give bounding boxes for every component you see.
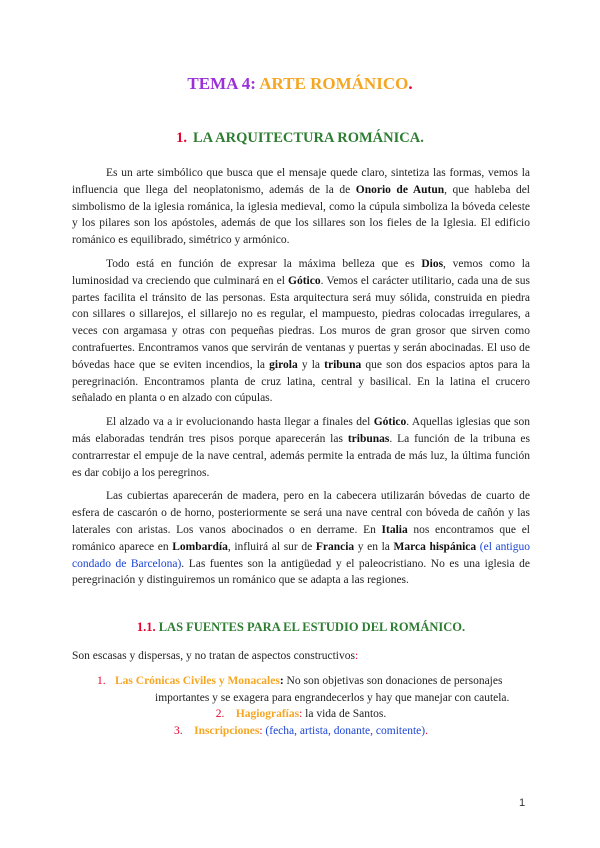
list-number: 2. <box>215 708 225 721</box>
list-number: 3. <box>174 725 183 738</box>
text-run: . Aquellas iglesias que son más elaboradas tendrán tres pisos porque aparecerán las <box>72 416 530 445</box>
text-run: Las cubiertas aparecerán de madera, pero en la cabecera utilizarán bóvedas de cuarto de esfera de cascarón o de horno, posteriormente se será una nave central con bóveda de cañón y las laterales con aristas. Los vanos abocinados o en derrame. En <box>72 490 530 536</box>
bold-term: Gótico <box>288 274 321 287</box>
bold-term: tribunas <box>347 432 390 445</box>
bold-term: Gótico <box>373 416 407 429</box>
list-text: la vida de Santos. <box>302 708 387 721</box>
list-text: No son objetivas son donaciones de personajes <box>283 674 503 687</box>
blue-note: (el antiguo condado de Barcelona) <box>72 540 531 570</box>
bold-term: Francia <box>315 540 355 553</box>
text-run: nos encontramos que el románico aparece en <box>72 523 530 553</box>
text-run: , que hableba del simbolismo de la iglesia románica, la iglesia medieval, como la cúpula simboliza la bóveda celeste y los pilares son los apóstoles, además de que los sillares son los fieles de la Iglesia. El edificio románico es equilibrado, simétrico y armónico. <box>72 183 530 247</box>
text-run: El alzado va a ir evolucionando hasta llegar a finales del <box>106 416 374 429</box>
page-number: 1 <box>519 797 526 809</box>
text-run: . Vemos el carácter utilitario, cada una de sus partes facilita el tránsito de las personas. Esta arquitectura será muy sólida, construida en piedra con sillares o sillarejos, el sillarejo no es regular, el mampuesto, piedras colocadas irregulares, a veces con argamasa y otras con pequeñas piedras. Los muros de gran grosor que sirven como contrafuertes. Encontramos vanos que servirán de ventanas y puertas y serán abocinadas. El uso de bóvedas hace que se eviten incendios, la <box>72 274 530 371</box>
sources-list <box>72 673 530 740</box>
paragraph <box>72 488 530 589</box>
paragraph <box>72 256 530 407</box>
list-item <box>72 723 530 740</box>
page-title <box>0 74 600 94</box>
text-run: . La función de la tribuna es contrarrestar el empuje de la nave central, además permite la entrada de más luz, la última función es dar cobijo a los peregrinos. <box>72 432 530 479</box>
paragraph <box>72 165 530 249</box>
bold-term: tribuna <box>324 358 362 371</box>
list-label: Hagiografías <box>235 708 300 721</box>
subsection-number: 1.1. <box>136 620 156 635</box>
title-dot: . <box>408 74 413 93</box>
list-number: 1. <box>97 674 106 687</box>
text-run: Todo está en función de expresar la máxima belleza que es <box>106 257 422 270</box>
document-body <box>72 165 530 740</box>
list-item <box>72 706 530 723</box>
list-text: (fecha, artista, donante, comitente) <box>262 725 426 738</box>
list-item <box>72 673 530 707</box>
list-text-continued: importantes y se exagera para engrandecerlos y hay que manejar con cautela. <box>155 691 510 704</box>
bold-term: Marca hispánica <box>393 540 477 553</box>
colon: : <box>299 708 303 721</box>
text-run: Son escasas y dispersas, y no tratan de aspectos constructivos <box>72 649 355 662</box>
text-run: , vemos como la luminosidad va creciendo que culminará en el <box>72 257 530 287</box>
colon: : <box>279 674 284 687</box>
section-number: 1. <box>176 130 188 146</box>
text-run: . Las fuentes son la antigüedad y el paleocristiano. No es una iglesia de peregrinación y distinguiremos un románico que se adapta a las regiones. <box>72 557 530 587</box>
list-intro <box>72 648 530 665</box>
bold-term: Dios <box>421 257 444 270</box>
section-title: LA ARQUITECTURA ROMÁNICA. <box>193 130 424 146</box>
subsection-heading <box>72 619 530 636</box>
colon: : <box>354 649 359 662</box>
text-run: que son dos espacios aptos para la peregrinación. Encontramos planta de cruz latina, central y basilical. En la latina el crucero señalado en planta o en alzado con cúpulas. <box>72 358 530 405</box>
period: . <box>425 725 428 738</box>
bold-term: Italia <box>381 523 408 536</box>
text-run: , influirá al sur de <box>227 540 316 553</box>
bold-term: Onorio de Autun <box>355 183 445 196</box>
colon: : <box>259 725 263 738</box>
section-heading <box>0 130 600 147</box>
subsection-title: LAS FUENTES PARA EL ESTUDIO DEL ROMÁNICO. <box>155 620 466 635</box>
list-label: Las Crónicas Civiles y Monacales <box>115 674 280 687</box>
title-name: ARTE ROMÁNICO <box>259 74 409 93</box>
text-run: Es un arte simbólico que busca que el mensaje quede claro, sintetiza las formas, vemos la influencia que llega del neoplatonismo, además de la de <box>72 167 530 196</box>
text-run: y en la <box>354 540 394 553</box>
title-prefix: TEMA 4: <box>187 74 256 93</box>
paragraph <box>72 414 530 481</box>
list-label: Inscripciones <box>194 725 260 738</box>
text-run: y la <box>297 358 325 371</box>
bold-term: Lombardía <box>172 540 228 553</box>
bold-term: girola <box>269 358 298 371</box>
